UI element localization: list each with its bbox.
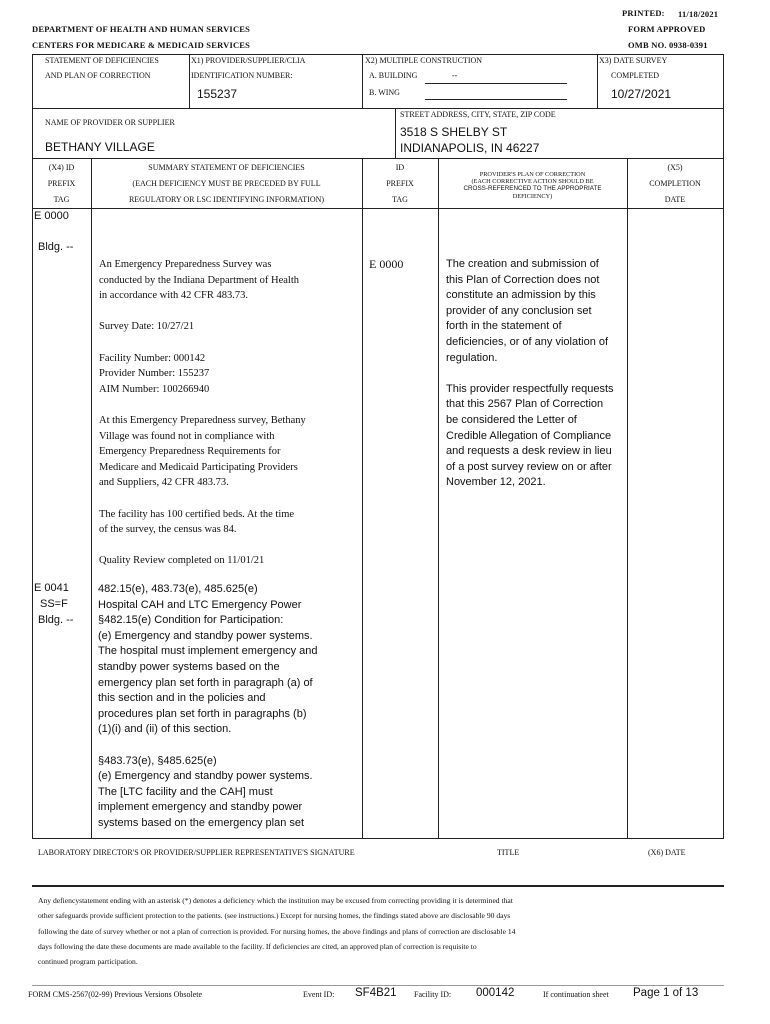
text-line: following the date of survey whether or not a plan of correction is provided. For nursing homes, the above findings and plans of correction are disclosable 14 — [38, 926, 516, 936]
facility-id-value: 000142 — [476, 987, 515, 999]
text-line: The facility has 100 certified beds. At the time — [99, 508, 295, 520]
summary-header-3: REGULATORY OR LSC IDENTIFYING INFORMATION) — [128, 195, 325, 204]
text-line — [99, 335, 361, 351]
id-header-1: ID — [395, 163, 405, 172]
right-tag-e0000: E 0000 — [369, 257, 404, 271]
plan-header-2: (EACH CORRECTIVE ACTION SHOULD BE — [471, 178, 594, 185]
text-line: conducted by the Indiana Department of Health — [99, 274, 300, 286]
text-line: and Suppliers, 42 CFR 483.73. — [99, 477, 229, 489]
text-line: This provider respectfully requests — [446, 382, 614, 395]
id-header-3: TAG — [392, 195, 408, 204]
rule — [32, 54, 33, 108]
text-line: Provider Number: 155237 — [99, 368, 210, 380]
text-line: §482.15(e) Condition for Participation: — [98, 614, 284, 627]
statement-label-1: STATEMENT OF DEFICIENCIES — [45, 56, 159, 65]
continuation-label: If continuation sheet — [543, 990, 609, 999]
rule — [723, 158, 724, 838]
facility-id-label: Facility ID: — [414, 990, 452, 999]
text-line: regulation. — [446, 351, 498, 364]
rule — [723, 54, 724, 108]
text-line: §483.73(e), §485.625(e) — [98, 754, 217, 767]
x1-label-2: IDENTIFICATION NUMBER: — [191, 71, 293, 80]
printed-label: PRINTED: — [622, 8, 665, 18]
bldg-label-1: Bldg. -- — [38, 241, 74, 253]
id-header-2: PREFIX — [386, 179, 414, 188]
rule — [32, 885, 724, 887]
wing-underline — [425, 99, 567, 100]
text-line: continued program participation. — [38, 957, 138, 967]
survey-date-value: 10/27/2021 — [611, 87, 672, 101]
x5-header-2: COMPLETION — [649, 179, 701, 188]
text-line: (e) Emergency and standby power systems. — [98, 770, 313, 783]
rule — [395, 108, 396, 158]
rule — [91, 158, 92, 838]
summary-header-1: SUMMARY STATEMENT OF DEFICIENCIES — [148, 163, 305, 172]
rule — [723, 108, 724, 158]
address-label: STREET ADDRESS, CITY, STATE, ZIP CODE — [400, 110, 556, 119]
rule — [362, 158, 363, 838]
text-line: 482.15(e), 483.73(e), 485.625(e) — [98, 583, 258, 595]
x2-label: X2) MULTIPLE CONSTRUCTION — [365, 56, 483, 65]
text-line: be considered the Letter of — [446, 413, 577, 426]
x4-header-2: PREFIX — [47, 179, 76, 188]
text-line: Credible Allegation of Compliance — [446, 429, 612, 442]
rule — [438, 158, 439, 838]
footnote — [38, 893, 728, 969]
text-line: The creation and submission of — [446, 258, 599, 270]
text-line: of the survey, the census was 84. — [99, 524, 237, 536]
text-line: (1)(i) and (ii) of this section. — [98, 723, 232, 736]
rule — [32, 54, 724, 55]
page-number: Page 1 of 13 — [633, 987, 699, 999]
text-line: Facility Number: 000142 — [99, 352, 206, 364]
text-line: constitute an admission by this — [446, 289, 596, 302]
x3-label-2: COMPLETED — [611, 71, 659, 80]
text-line: Survey Date: 10/27/21 — [99, 321, 195, 333]
text-line: emergency plan set forth in paragraph (a) of — [98, 676, 313, 689]
rule — [627, 158, 628, 838]
text-line — [98, 738, 360, 754]
text-line: this section and in the policies and — [98, 692, 266, 705]
scope-severity: SS=F — [40, 598, 68, 610]
summary-header-2: (EACH DEFICIENCY MUST BE PRECEDED BY FULL — [132, 179, 321, 188]
address-line-2: INDIANAPOLIS, IN 46227 — [400, 141, 540, 155]
rule — [597, 54, 598, 108]
rule — [32, 208, 724, 209]
event-id-label: Event ID: — [303, 990, 335, 999]
text-line: At this Emergency Preparedness survey, Bethany — [99, 414, 306, 426]
text-line: Any defiencystatement ending with an asterisk (*) denotes a deficiency which the institution may be excused from correcting providing it is determined that — [38, 896, 513, 905]
cms-name: CENTERS FOR MEDICARE & MEDICAID SERVICES — [32, 40, 251, 50]
summary-e0041 — [98, 582, 360, 832]
x4-header-1: (X4) ID — [48, 163, 75, 172]
text-line: other safeguards provide sufficient protection to the patients. (see instructions.) Except for nursing homes, the findings stated above are disclosable 90 days — [38, 911, 511, 921]
text-line: Medicare and Medicaid Participating Providers — [99, 461, 298, 473]
rule — [32, 838, 724, 839]
x3-label-1: X3) DATE SURVEY — [599, 56, 668, 65]
provider-id-value: 155237 — [197, 87, 238, 101]
rule — [32, 158, 724, 159]
x1-label-1: X1) PROVIDER/SUPPLIER/CLIA — [191, 56, 306, 65]
signature-label: LABORATORY DIRECTOR'S OR PROVIDER/SUPPLIER REPRESENTATIVE'S SIGNATURE — [38, 848, 355, 857]
rule — [189, 54, 190, 108]
text-line: November 12, 2021. — [446, 476, 546, 489]
text-line: An Emergency Preparedness Survey was — [99, 259, 272, 270]
x4-header-3: TAG — [53, 195, 70, 204]
event-id-value: SF4B21 — [355, 987, 397, 999]
rule — [32, 108, 724, 109]
rule — [32, 985, 724, 986]
text-line: implement emergency and standby power — [98, 801, 303, 814]
text-line: procedures plan set forth in paragraphs (b) — [98, 707, 307, 720]
statement-label-2: AND PLAN OF CORRECTION — [45, 71, 151, 80]
text-line: provider of any conclusion set — [446, 304, 592, 317]
address-line-1: 3518 S SHELBY ST — [400, 125, 508, 139]
wing-label: B. WING — [369, 88, 400, 97]
plan-header-1: PROVIDER'S PLAN OF CORRECTION — [479, 171, 586, 178]
text-line: this Plan of Correction does not — [446, 273, 600, 286]
text-line: deficiencies, or of any violation of — [446, 335, 609, 348]
building-value: -- — [452, 71, 458, 80]
summary-e0000 — [99, 257, 361, 569]
x5-header-3: DATE — [664, 195, 686, 204]
text-line: and requests a desk review in lieu — [446, 445, 612, 458]
text-line — [99, 491, 361, 507]
text-line — [99, 397, 361, 413]
x5-header-1: (X5) — [667, 163, 683, 172]
text-line — [99, 304, 361, 320]
text-line: Emergency Preparedness Requirements for — [99, 446, 281, 458]
text-line: AIM Number: 100266940 — [99, 383, 210, 395]
form-approved: FORM APPROVED — [628, 24, 706, 34]
rule — [32, 158, 33, 838]
building-label: A. BUILDING — [369, 71, 418, 80]
form-number: FORM CMS-2567(02-99) Previous Versions Obsolete — [28, 990, 203, 999]
title-label: TITLE — [497, 848, 520, 857]
tag-e0041: E 0041 — [34, 582, 69, 594]
department-name: DEPARTMENT OF HEALTH AND HUMAN SERVICES — [32, 24, 251, 34]
date-label: (X6) DATE — [648, 848, 686, 857]
printed-date: 11/18/2021 — [678, 9, 719, 19]
text-line: of a post survey review on or after — [446, 460, 612, 473]
text-line: days following the date these documents are made available to the facility. If deficiencies are cited, an approved plan of correction is requisite to — [38, 941, 477, 951]
text-line: Hospital CAH and LTC Emergency Power — [98, 598, 302, 611]
text-line: (e) Emergency and standby power systems. — [98, 629, 313, 642]
plan-of-correction — [446, 257, 626, 491]
text-line: in accordance with 42 CFR 483.73. — [99, 290, 249, 302]
text-line: Village was found not in compliance with — [99, 430, 275, 442]
text-line — [99, 538, 361, 554]
rule — [362, 54, 363, 108]
bldg-label-2: Bldg. -- — [38, 614, 74, 626]
text-line: The [LTC facility and the CAH] must — [98, 785, 273, 798]
omb-number: OMB NO. 0938-0391 — [628, 40, 708, 50]
text-line: standby power systems based on the — [98, 660, 280, 673]
text-line — [446, 366, 626, 382]
text-line: systems based on the emergency plan set — [98, 816, 305, 829]
text-line: forth in the statement of — [446, 320, 562, 333]
plan-header-3: CROSS-REFERENCED TO THE APPROPRIATE — [463, 185, 602, 192]
building-underline — [425, 83, 567, 84]
text-line: Quality Review completed on 11/01/21 — [99, 555, 265, 567]
provider-name-label: NAME OF PROVIDER OR SUPPLIER — [45, 118, 175, 127]
plan-header-4: DEFICIENCY) — [512, 193, 553, 200]
text-line: The hospital must implement emergency and — [98, 645, 318, 658]
tag-e0000: E 0000 — [34, 210, 69, 222]
text-line: that this 2567 Plan of Correction — [446, 398, 604, 411]
provider-name-value: BETHANY VILLAGE — [45, 140, 155, 154]
rule — [32, 108, 33, 158]
